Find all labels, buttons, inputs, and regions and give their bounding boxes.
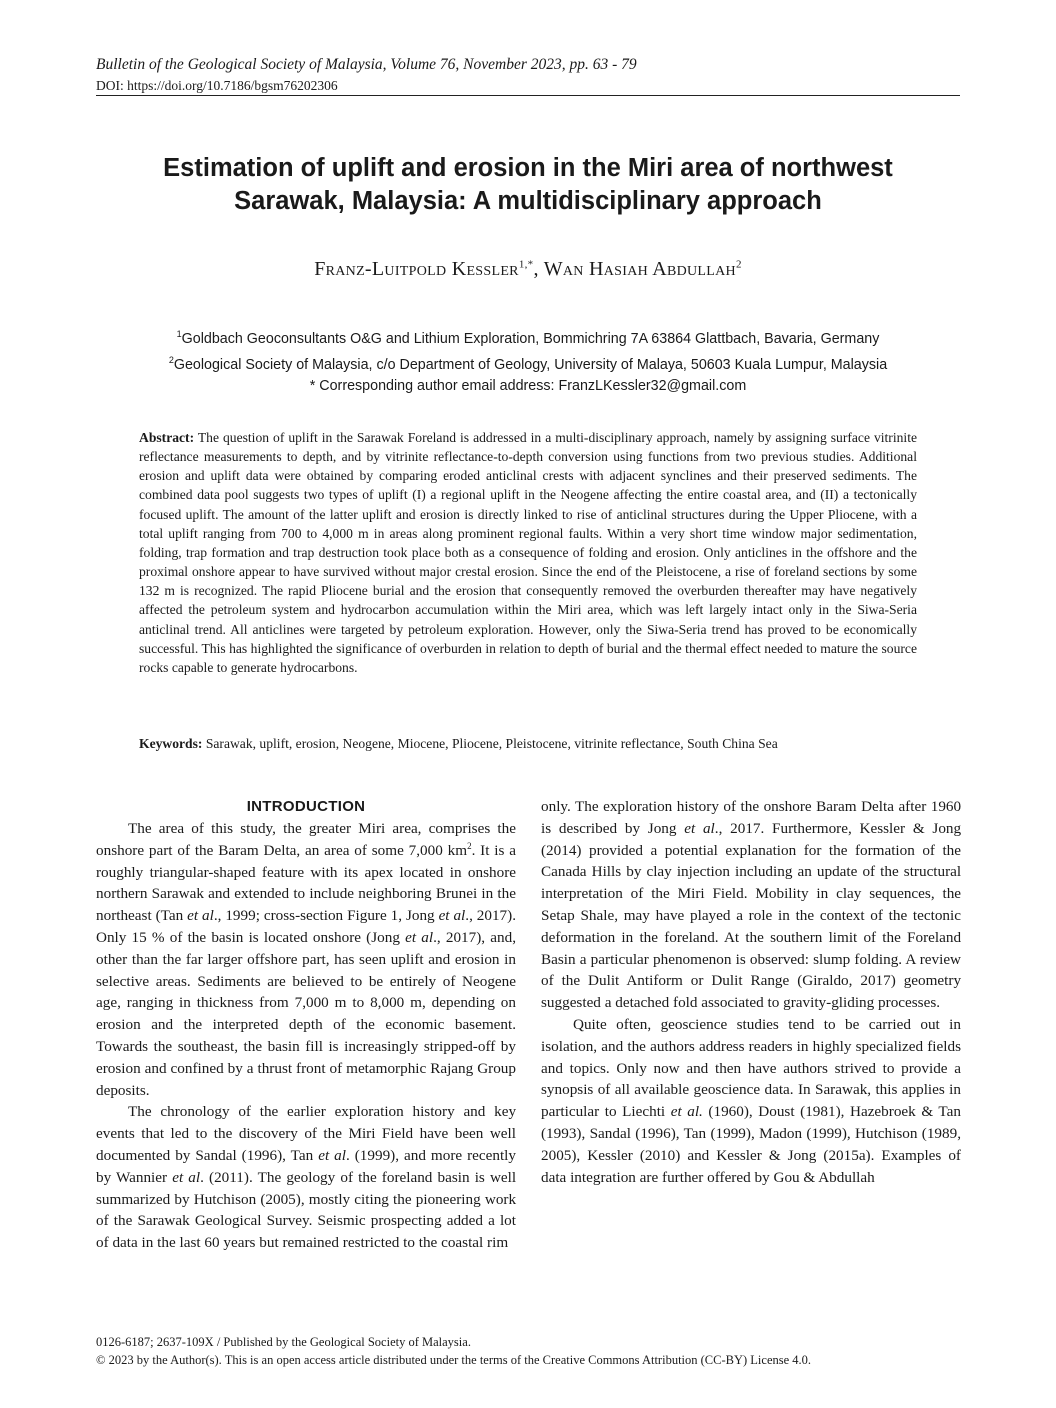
text-run: The	[575, 798, 599, 815]
text-run: by	[174, 1190, 190, 1208]
text-run	[896, 972, 904, 989]
text-run: Basin	[541, 950, 576, 968]
text-run: the	[393, 1190, 412, 1208]
italic-run: et	[172, 1168, 184, 1186]
text-run: associated	[701, 994, 764, 1012]
text-run: Miri	[348, 1125, 376, 1143]
text-run: Geological	[194, 1212, 262, 1230]
text-run: the	[561, 972, 581, 990]
text-run: exploration	[603, 798, 673, 815]
text-run: chronology	[160, 1103, 230, 1121]
author-1-name: Franz-Luitpold Kessler	[314, 258, 519, 280]
text-run: processes.	[878, 994, 941, 1012]
text-run: added	[446, 1212, 483, 1230]
text-run: the	[323, 1125, 342, 1143]
text-run: documented	[96, 1146, 171, 1164]
text-run	[657, 842, 664, 859]
abstract-label: Abstract:	[139, 430, 195, 445]
text-run: the	[888, 906, 908, 924]
text-run: and	[463, 1103, 486, 1121]
text-run: to	[195, 1125, 208, 1143]
text-run: or	[690, 972, 704, 990]
text-run	[789, 972, 797, 989]
keywords	[139, 734, 917, 753]
text-run: a	[650, 841, 658, 859]
text-run: Jong	[932, 819, 962, 837]
text-run: of	[630, 885, 644, 903]
text-run: recently	[467, 1146, 517, 1164]
text-run: tectonic	[912, 906, 961, 924]
text-run: by	[626, 863, 642, 881]
text-run: provided	[588, 841, 643, 859]
text-run: by	[624, 819, 641, 837]
abstract	[139, 428, 917, 677]
text-run: that	[141, 1125, 165, 1143]
text-run: basin	[437, 1168, 470, 1186]
section-heading-introduction: INTRODUCTION	[246, 798, 366, 815]
article-title	[96, 152, 960, 218]
text-run: of	[96, 1234, 109, 1252]
text-run	[683, 972, 691, 989]
superscript: 2	[467, 840, 472, 851]
italic-run: et al.	[670, 1103, 703, 1121]
text-run: geometry	[903, 972, 962, 990]
text-run: At	[723, 928, 740, 946]
text-run: .	[345, 1146, 350, 1164]
author-separator: ,	[533, 258, 544, 280]
text-run: Miri	[677, 885, 705, 903]
affiliation-1-sup: 1	[176, 329, 182, 339]
text-run: . It is a roughly triangular-shaped feature with its apex located in onshore northern Sarawak and extended to include neighboring Brunei in the northeast (Tan	[96, 841, 516, 925]
body-column-right	[541, 796, 961, 1188]
text-run: key	[494, 1103, 517, 1121]
text-run: folding.	[854, 950, 903, 968]
text-run: Antiform	[626, 972, 683, 990]
text-run: of	[541, 972, 554, 990]
affiliation-2	[96, 350, 960, 376]
text-run	[580, 972, 588, 989]
intro-paragraph-1	[96, 818, 516, 1101]
keywords-label: Keywords:	[139, 736, 203, 751]
title-line-2: Sarawak, Malaysia: A multidisciplinary approach	[234, 187, 822, 215]
text-run	[670, 885, 678, 902]
text-run: ., 2017). Only 15 % of the basin is located onshore (Jong	[96, 907, 517, 946]
text-run: events	[96, 1125, 135, 1143]
text-run: sequences,	[869, 885, 935, 903]
text-run: including	[735, 863, 793, 881]
text-run: fold	[673, 994, 698, 1012]
text-run: the	[651, 885, 670, 903]
text-run: by	[175, 1146, 191, 1164]
text-run: well	[489, 1125, 516, 1143]
text-run	[230, 1103, 239, 1120]
text-run: Mobility	[755, 885, 809, 903]
text-run: ., 1999; cross-section Figure 1, Jong	[213, 907, 439, 925]
text-run	[623, 885, 631, 902]
text-run: after	[898, 798, 927, 815]
text-run: 2017.	[730, 819, 765, 837]
text-run: the	[795, 906, 815, 924]
text-run: Range	[750, 972, 790, 990]
text-run: to	[403, 1234, 415, 1252]
text-run: Dulit	[588, 972, 620, 990]
text-run: a	[604, 994, 612, 1012]
text-run: The	[257, 1168, 282, 1186]
text-run: limit	[828, 928, 858, 946]
text-run: of	[723, 798, 737, 815]
affiliation-2-sup: 2	[168, 354, 174, 365]
text-run: remained	[282, 1234, 339, 1252]
text-run: Sandal	[195, 1146, 237, 1164]
text-run: Quite often, geoscience studies tend to be carried out in isolation, and the authors address readers in highly specialized fields and topics. Only now and then have authors strived to provide a synopsis of all available geoscience data. In Sarawak, this applies in particular to Liechti	[541, 1015, 961, 1121]
text-run: may	[623, 906, 650, 924]
text-run: the	[942, 841, 962, 859]
text-run: Setap	[541, 906, 575, 924]
text-run: summarized	[96, 1190, 171, 1208]
text-run: an	[797, 863, 812, 881]
text-run: for	[803, 841, 822, 859]
text-run: Dulit	[711, 972, 743, 990]
italic-run: et al	[438, 907, 466, 925]
text-run: structural	[903, 863, 962, 881]
text-run: suggested	[541, 994, 601, 1012]
text-run: the	[740, 798, 760, 815]
text-run: data	[112, 1234, 138, 1252]
text-run: gravity-gliding	[783, 994, 875, 1012]
text-run: restricted	[342, 1234, 400, 1252]
text-run: interpretation	[541, 885, 623, 903]
text-run: prospecting	[370, 1212, 442, 1230]
text-run: the	[157, 1234, 176, 1252]
text-run: Canada	[541, 863, 587, 881]
text-run: &	[912, 819, 925, 837]
text-run: the	[639, 928, 658, 946]
text-run: ., 2017), and, other than the far larger offshore part, has seen uplift and erosion in selective areas. Sediments are believed to be entirely of Neogene age, ranging in thickness from 7,000 m to 8,000 m, depending on erosion and the interpreted depth of the economic basement. Towards the southeast, the basin fill is increasingly stripped-off by erosion and confined by a thrust front of metamorphic Rajang Group deposits.	[96, 928, 516, 1099]
text-run: Survey.	[266, 1212, 313, 1230]
text-run: A	[905, 950, 916, 968]
text-run: observed:	[749, 950, 809, 968]
text-run	[828, 885, 836, 902]
text-run: last	[179, 1234, 201, 1252]
text-run: Kessler	[859, 819, 906, 837]
text-run: foreland.	[664, 928, 719, 946]
text-run: in	[778, 906, 790, 924]
header-divider	[96, 95, 960, 96]
text-run	[905, 820, 913, 837]
text-run: Wannier	[116, 1168, 168, 1186]
text-run: geology	[286, 1168, 336, 1186]
italic-run: al	[702, 819, 715, 837]
text-run	[326, 1103, 335, 1120]
affiliation-1	[96, 324, 960, 350]
text-run: the	[418, 1234, 438, 1252]
affiliation-2-text: Geological Society of Malaysia, c/o Department of Geology, University of Malaya, 50603 Kuala Lumpur, Malaysia	[173, 356, 888, 373]
text-run: rim	[487, 1234, 509, 1252]
text-run: clay	[836, 885, 862, 903]
text-run: particular	[590, 950, 649, 968]
text-run: the	[880, 863, 899, 881]
text-run: in	[816, 885, 829, 903]
text-run: (2014)	[541, 841, 582, 859]
affiliation-1-text: Goldbach Geoconsultants O&G and Lithium Exploration, Bommichring 7A 63864 Glattbach, Bavaria, Germany	[181, 330, 880, 347]
text-run: explanation	[725, 841, 797, 859]
text-run: The	[128, 1103, 152, 1121]
text-run: by	[96, 1168, 112, 1186]
text-run	[847, 842, 854, 859]
text-run: been	[454, 1125, 484, 1143]
text-run: context	[819, 906, 865, 924]
text-run: Delta	[861, 798, 894, 815]
text-run: Shale,	[580, 906, 619, 924]
text-run: work	[484, 1190, 517, 1208]
text-run: (2011).	[209, 1168, 253, 1186]
text-run	[554, 972, 562, 989]
text-run: a	[488, 1212, 495, 1230]
text-run: Baram	[816, 798, 857, 815]
text-run: is	[474, 1168, 485, 1186]
text-run	[796, 842, 803, 859]
text-run	[643, 885, 651, 902]
text-run: 2017)	[860, 972, 896, 990]
text-run: phenomenon	[653, 950, 732, 968]
text-run: (1996),	[241, 1146, 286, 1164]
text-run: the	[942, 885, 962, 903]
text-run: clay	[646, 863, 672, 881]
text-run: foreland	[381, 1168, 433, 1186]
text-run: .	[200, 1168, 204, 1186]
text-run: described	[558, 819, 618, 837]
text-run	[251, 1103, 260, 1120]
text-run: Jong	[647, 819, 677, 837]
text-run: the	[213, 1125, 233, 1143]
text-run: the	[259, 1103, 279, 1121]
text-run	[485, 1103, 494, 1120]
text-run: onshore	[763, 798, 812, 815]
text-run: of	[96, 1212, 109, 1230]
text-run: detached	[615, 994, 670, 1012]
text-run	[640, 820, 648, 837]
text-run	[722, 820, 730, 837]
text-run: of	[870, 906, 883, 924]
text-run: coastal	[441, 1234, 484, 1252]
text-run: Tan	[290, 1146, 314, 1164]
text-run: earlier	[287, 1103, 326, 1121]
text-run: Sarawak	[137, 1212, 190, 1230]
text-run: 1960	[930, 798, 962, 815]
text-run: Furthermore,	[772, 819, 852, 837]
italic-run: et	[318, 1146, 330, 1164]
text-run: citing	[354, 1190, 389, 1208]
text-run: review	[919, 950, 962, 968]
text-run: the	[113, 1212, 133, 1230]
text-run: Hutchison	[193, 1190, 257, 1208]
italic-run: al	[188, 1168, 201, 1186]
text-run: .,	[714, 819, 723, 837]
text-run	[617, 820, 625, 837]
text-run: led	[170, 1125, 190, 1143]
text-run: update	[816, 863, 858, 881]
text-run	[582, 842, 589, 859]
page-footer	[96, 1333, 811, 1369]
text-run: is	[541, 819, 552, 837]
text-run: the	[828, 841, 848, 859]
text-run	[821, 842, 828, 859]
text-run: in	[621, 928, 634, 946]
text-run: well	[489, 1168, 517, 1186]
text-run: and	[404, 1146, 426, 1164]
affiliations	[96, 324, 960, 397]
footer-issn: 0126-6187; 2637-109X / Published by the Geological Society of Malaysia.	[96, 1335, 471, 1349]
text-run: but	[259, 1234, 279, 1252]
text-run: history	[412, 1103, 455, 1121]
footer-license: © 2023 by the Author(s). This is an open access article distributed under the terms of the Creative Commons Attribution (CC-BY) License 4.0.	[96, 1353, 812, 1367]
text-run: pioneering	[415, 1190, 481, 1208]
italic-run	[695, 820, 703, 837]
abstract-text: The question of uplift in the Sarawak Foreland is addressed in a multi-disciplinary approach, namely by assigning surface vitrinite reflectance measurements to depth, and by vitrinite reflectance-to-depth conversion using functions from two previous studies. Additional erosion and uplift data were obtained by comparing eroded anticlinal crests with adjacent synclines and their preserved sediments. The combined data pool suggests two types of uplift (I) a regional uplift in the Neogene affecting the entire coastal area, and (II) a tectonically focused uplift. The amount of the latter uplift and erosion is directly linked to rise of anticlinal structures during the Upper Pliocene, with a total uplift ranging from 700 to 4,000 m in areas along prominent regional faults. Within a very short time window major sedimentation, folding, trap formation and trap destruction took place both as a consequence of folding and erosion. Only anticlines in the offshore and the proximal onshore appear to have survived without major crestal erosion. Since the end of the Pleistocene, a rise of foreland sections by some 132 m is recognized. The rapid Pliocene burial and the erosion that consequently removed the overburden thereafter may have negatively affected the petroleum system and hydrocarbon accumulation within the Miri area, which was left largely intact only in the Siwa-Seria anticlinal trend. All anticlines were targeted by petroleum exploration. However, only the Siwa-Seria trend has proved to be economically successful. This has highlighted the significance of overburden in relation to depth of burial and the thermal effect needed to mature the source rocks capable to generate hydrocarbons.	[139, 430, 917, 675]
text-run	[551, 820, 559, 837]
author-1-sup: 1,*	[518, 258, 534, 271]
text-run: to	[767, 994, 780, 1012]
text-run: lot	[499, 1212, 516, 1230]
text-run: slump	[813, 950, 851, 968]
text-run: Seismic	[317, 1212, 366, 1230]
text-run: southern	[770, 928, 823, 946]
text-run: of	[340, 1168, 354, 1186]
text-run: have	[655, 906, 685, 924]
italic-run: al	[334, 1146, 346, 1164]
text-run	[764, 820, 772, 837]
text-run: of	[863, 928, 877, 946]
text-run: Hills	[591, 863, 622, 881]
italic-run: et al	[405, 928, 434, 946]
text-run: years	[223, 1234, 256, 1252]
text-run: the	[745, 928, 764, 946]
text-run: the	[358, 1168, 377, 1186]
text-run: exploration	[334, 1103, 404, 1121]
text-run: potential	[664, 841, 718, 859]
doi-line: DOI: https://doi.org/10.7186/bgsm76202306	[96, 78, 338, 93]
text-run: discovery	[238, 1125, 298, 1143]
text-run	[852, 820, 860, 837]
text-run: in	[141, 1234, 154, 1252]
text-run: of	[238, 1103, 251, 1121]
author-2-sup: 2	[735, 258, 742, 271]
text-run: (2005),	[260, 1190, 305, 1208]
title-line-1: Estimation of uplift and erosion in the Miri area of northwest	[163, 154, 893, 182]
body-column-left	[96, 796, 516, 1254]
text-run: of	[304, 1125, 317, 1143]
text-run: (1960), Doust (1981), Hazebroek & Tan (1993), Sandal (1996), Tan (1999), Madon (1999), Hutchison (1989, 2005), Kessler (2010) and Kessler & Jong (2015a). Examples of data integration are further offered by Gou & Abdullah	[541, 1103, 961, 1186]
italic-run: et	[684, 819, 696, 837]
text-run: Field.	[712, 885, 748, 903]
text-run: is	[735, 950, 746, 968]
text-run: a	[579, 950, 587, 968]
text-run: role	[748, 906, 773, 924]
text-run: history	[676, 798, 719, 815]
text-run: of	[922, 841, 935, 859]
text-run: more	[430, 1146, 463, 1164]
keywords-text: Sarawak, uplift, erosion, Neogene, Miocene, Pliocene, Pleistocene, vitrinite reflectance, South China Sea	[202, 736, 778, 751]
intro-paragraph-3	[541, 1014, 961, 1188]
text-run: of	[862, 863, 876, 881]
italic-run: et al	[187, 907, 214, 925]
text-run	[278, 1103, 287, 1120]
text-run: (1999),	[354, 1146, 400, 1164]
text-run: The area of this study, the greater Miri area, comprises the onshore part of the Baram Delta, an area of some 7,000 km	[96, 820, 516, 859]
text-run: have	[419, 1125, 449, 1143]
text-run: deformation	[541, 928, 616, 946]
author-list	[96, 258, 960, 281]
text-run: Foreland	[907, 928, 962, 946]
text-run: a	[736, 906, 743, 924]
text-run: 60	[204, 1234, 220, 1252]
text-run: the	[882, 928, 901, 946]
text-run: only.	[541, 798, 571, 815]
intro-paragraph-2-continued	[541, 796, 961, 1014]
text-run: played	[690, 906, 731, 924]
text-run: Field	[381, 1125, 414, 1143]
corresponding-author: * Corresponding author email address: FranzLKessler32@gmail.com	[309, 377, 747, 394]
text-run: injection	[676, 863, 730, 881]
author-2-name: Wan Hasiah Abdullah	[543, 258, 736, 280]
journal-citation: Bulletin of the Geological Society of Malaysia, Volume 76, November 2023, pp. 63 - 79	[96, 56, 637, 73]
intro-paragraph-2	[96, 1101, 516, 1254]
text-run: formation	[854, 841, 915, 859]
text-run: mostly	[308, 1190, 351, 1208]
text-run: (Giraldo,	[797, 972, 853, 990]
